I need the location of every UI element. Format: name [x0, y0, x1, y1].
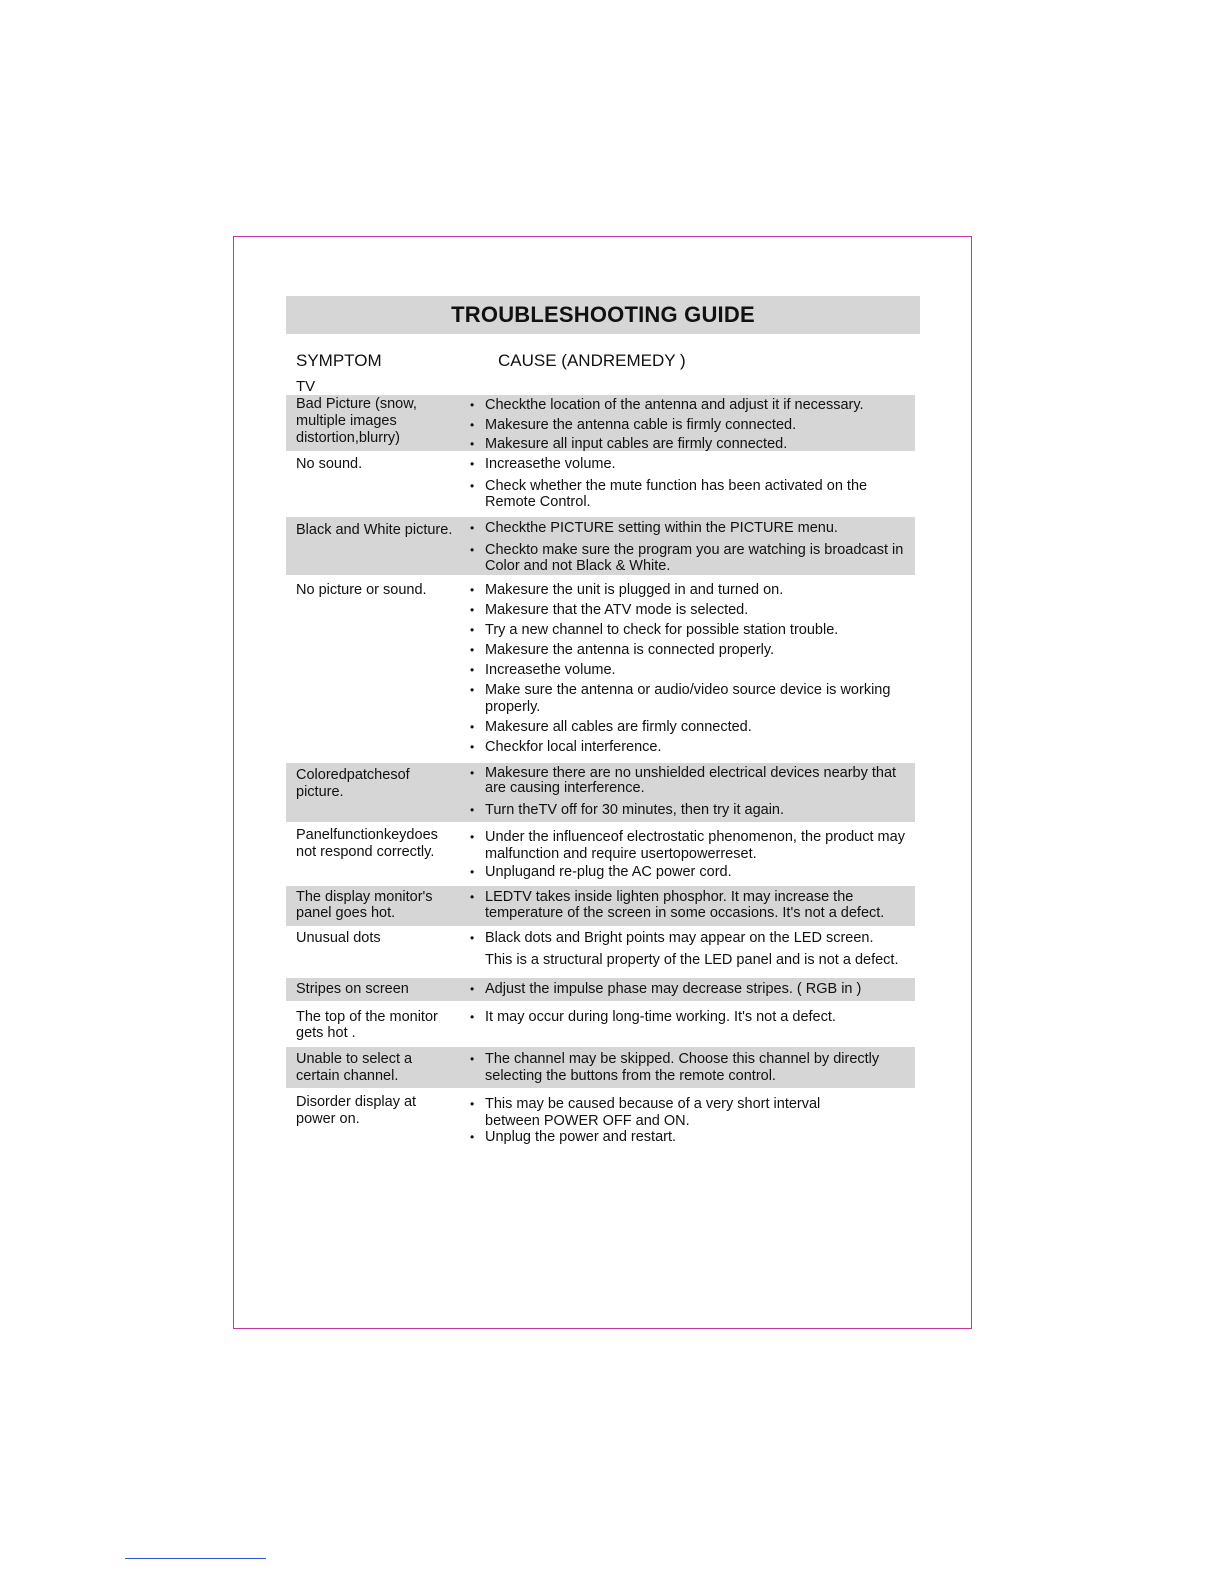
cause-list	[470, 520, 918, 575]
table-row	[286, 517, 915, 575]
cause-item: • Checkthe PICTURE setting within the PICTURE menu.	[470, 520, 918, 537]
symptom-text: The display monitor's panel goes hot.	[296, 889, 433, 921]
symptom-text: Coloredpatchesof picture.	[296, 767, 410, 800]
cause-list	[470, 930, 920, 968]
cause-item: • It may occur during long-time working. It's not a defect.	[470, 1009, 918, 1026]
cause-item: • Adjust the impulse phase may decrease stripes. ( RGB in )	[470, 981, 918, 998]
cause-item: • Checkthe location of the antenna and adjust it if necessary.	[470, 396, 918, 416]
cause-item: • Unplugand re-plug the AC power cord.	[470, 864, 918, 881]
symptom-column-header: SYMPTOM	[296, 351, 382, 370]
table-row	[286, 395, 915, 451]
symptom-text: Panelfunctionkeydoes not respond correctly.	[296, 827, 438, 860]
cause-list	[470, 981, 918, 998]
cause-list	[470, 1009, 918, 1026]
table-row	[286, 928, 915, 976]
symptom-text: Unusual dots	[296, 930, 381, 946]
cause-item: • Makesure the antenna is connected properly.	[470, 642, 918, 659]
table-row	[286, 1047, 915, 1088]
cause-item: • Makesure all cables are firmly connected.	[470, 719, 918, 736]
table-row	[286, 886, 915, 926]
cause-list	[470, 396, 918, 455]
cause-item: • Checkto make sure the program you are watching is broadcast in Color and not Black & White.	[470, 542, 918, 575]
cause-item: • Try a new channel to check for possible station trouble.	[470, 622, 918, 639]
cause-list	[470, 456, 918, 511]
cause-item: • Increasethe volume.	[470, 456, 918, 473]
table-row	[286, 578, 915, 762]
cause-item: • Check whether the mute function has been activated on the Remote Control.	[470, 478, 918, 511]
cause-list	[470, 889, 918, 921]
footnote-rule	[125, 1558, 266, 1559]
cause-item: • This may be caused because of a very short interval between POWER OFF and ON.	[470, 1096, 850, 1129]
table-row	[286, 1004, 915, 1045]
cause-item: • Unplug the power and restart.	[470, 1129, 850, 1146]
table-row	[286, 825, 915, 883]
table-row	[286, 453, 915, 515]
table-row	[286, 978, 915, 1001]
cause-item: • Black dots and Bright points may appear on the LED screen.	[470, 930, 920, 947]
cause-list	[470, 1096, 850, 1146]
cause-list	[470, 582, 918, 755]
cause-column-header: CAUSE (ANDREMEDY )	[498, 351, 686, 370]
cause-item: • The channel may be skipped. Choose this channel by directly selecting the buttons from the remote control.	[470, 1051, 918, 1084]
symptom-text: Disorder display at power on.	[296, 1094, 417, 1127]
symptom-text: Unable to select a certain channel.	[296, 1051, 413, 1084]
symptom-text: No sound.	[296, 456, 363, 472]
cause-item: • Makesure the unit is plugged in and turned on.	[470, 582, 918, 599]
cause-item: • Makesure all input cables are firmly connected.	[470, 435, 918, 455]
symptom-text: Stripes on screen	[296, 981, 409, 997]
table-row	[286, 1090, 915, 1150]
cause-item: • Makesure the antenna cable is firmly connected.	[470, 416, 918, 436]
cause-list	[470, 829, 918, 881]
symptom-text: No picture or sound.	[296, 582, 427, 598]
cause-item: • Makesure there are no unshielded electrical devices nearby that are causing interference.	[470, 766, 918, 796]
cause-item: • Under the influenceof electrostatic phenomenon, the product may malfunction and require usertopowerreset.	[470, 829, 918, 862]
symptom-text: Bad Picture (snow, multiple images distortion,blurry)	[296, 396, 417, 446]
symptom-text: Black and White picture.	[296, 522, 453, 538]
cause-item: • Checkfor local interference.	[470, 739, 918, 756]
cause-item: • Makesure that the ATV mode is selected.	[470, 602, 918, 619]
cause-list	[470, 1051, 918, 1084]
cause-list	[470, 766, 918, 818]
cause-item: • Increasethe volume.	[470, 662, 918, 679]
cause-item: • Make sure the antenna or audio/video source device is working properly.	[470, 682, 918, 715]
section-label-tv: TV	[296, 378, 316, 395]
cause-item: • LEDTV takes inside lighten phosphor. It may increase the temperature of the screen in some occasions. It's not a defect.	[470, 889, 918, 921]
table-row	[286, 763, 915, 822]
cause-item: • Turn theTV off for 30 minutes, then try it again.	[470, 803, 918, 818]
symptom-text: The top of the monitor gets hot .	[296, 1009, 438, 1041]
cause-item: This is a structural property of the LED panel and is not a defect.	[485, 951, 899, 968]
page-title: TROUBLESHOOTING GUIDE	[286, 296, 920, 334]
